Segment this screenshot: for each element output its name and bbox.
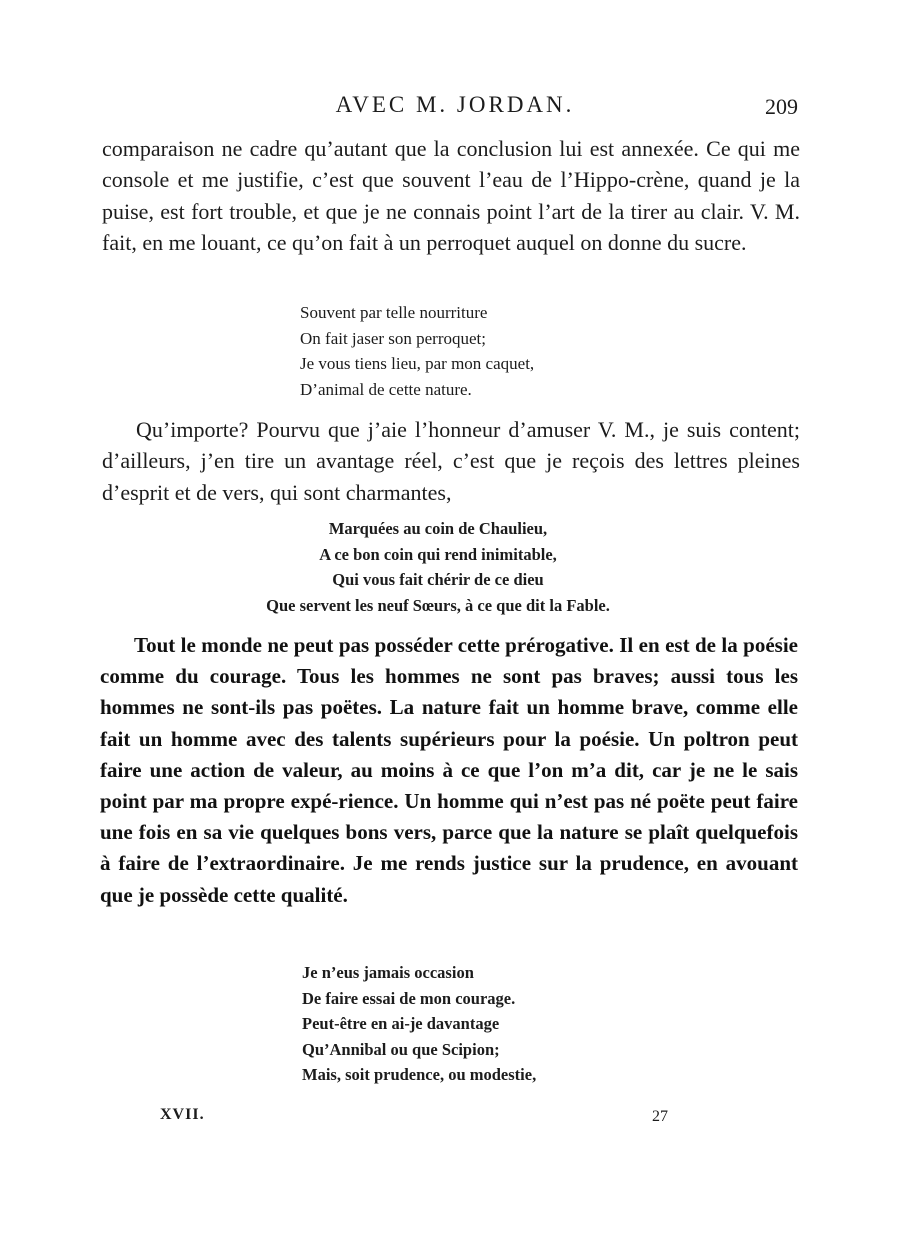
running-head <box>0 92 900 122</box>
paragraph-poesie <box>100 630 798 911</box>
paragraph-text: Tout le monde ne peut pas posséder cette prérogative. Il en est de la poésie comme du courage. Tous les hommes ne sont pas braves; aussi tous les hommes ne sont-ils pas poëtes. La nature fait un homme brave, comme elle fait un homme avec des talents supérieurs pour la poésie. Un poltron peut faire une action de valeur, au moins à ce que l’on m’a dit, car je ne le sais point par ma propre expé-rience. Un homme qui n’est pas né poëte peut faire une fois en sa vie quelques bons vers, parce que la nature se plaît quelquefois à faire de l’extraordinaire. Je me rends justice sur la prudence, en avouant que je possède cette qualité. <box>100 633 798 907</box>
verse-line: Que servent les neuf Sœurs, à ce que dit la Fable. <box>266 595 610 615</box>
running-title: AVEC M. JORDAN. <box>335 92 575 117</box>
volume-signature-mark: XVII. <box>160 1106 205 1123</box>
verse-line: De faire essai de mon courage. <box>302 988 516 1008</box>
verse-line: Je n’eus jamais occasion <box>302 963 474 982</box>
verse-stanza-chaulieu <box>218 516 658 618</box>
verse-line: On fait jaser son perroquet; <box>300 328 486 348</box>
paragraph-importe <box>102 414 800 508</box>
paragraph-continued <box>102 133 800 259</box>
verse-stanza-courage <box>302 960 536 1088</box>
verse-line: Marquées au coin de Chaulieu, <box>328 519 548 538</box>
verse-line: A ce bon coin qui rend inimitable, <box>319 544 557 564</box>
verse-line: Qui vous fait chérir de ce dieu <box>332 570 544 589</box>
verse-line: Qu’Annibal ou que Scipion; <box>302 1039 500 1059</box>
paragraph-text: Qu’importe? Pourvu que j’aie l’honneur d’amuser V. M., je suis content; d’ailleurs, j’en tire un avantage réel, c’est que je reçois des lettres pleines d’esprit et de vers, qui sont charmantes, <box>102 417 800 505</box>
verse-line: Peut-être en ai-je davantage <box>302 1014 500 1033</box>
verse-line: D’animal de cette nature. <box>300 379 472 399</box>
verse-line: Je vous tiens lieu, par mon caquet, <box>300 354 535 373</box>
verse-line: Souvent par telle nourriture <box>300 303 488 322</box>
page-number: 209 <box>765 94 798 119</box>
verse-stanza-parrot <box>300 300 534 402</box>
verse-line: Mais, soit prudence, ou modestie, <box>302 1065 537 1084</box>
paragraph-text: comparaison ne cadre qu’autant que la conclusion lui est annexée. Ce qui me console et me justifie, c’est que souvent l’eau de l’Hippo-crène, quand je la puise, est fort trouble, et que je ne connais point l’art de la tirer au clair. V. M. fait, en me louant, ce qu’on fait à un perroquet auquel on donne du sucre. <box>102 136 800 256</box>
sheet-number: 27 <box>652 1108 668 1125</box>
